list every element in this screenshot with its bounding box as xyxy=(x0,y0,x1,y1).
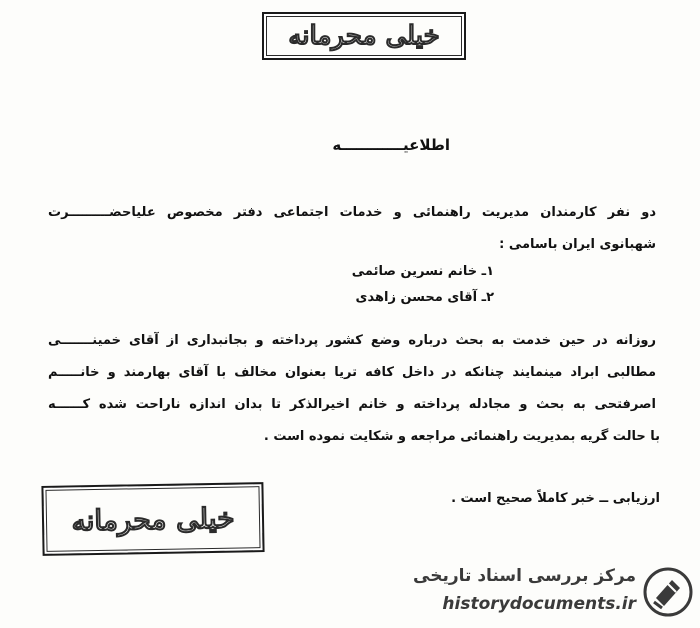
watermark-title: مرکز بررسی اسناد تاریخی xyxy=(413,566,636,586)
body-line-3: ۱ـ خانم نسرین صائمی xyxy=(351,264,494,279)
stamp-top-text: خیلی محرمانه xyxy=(288,21,440,51)
watermark xyxy=(413,560,700,628)
archive-logo-icon xyxy=(642,566,694,618)
body-line-1: دو نفر کارمندان مدیریت راهنمائی و خدمات اجتماعی دفتر مخصوص علیاحضـــــــــرت xyxy=(48,205,656,220)
classification-stamp-bottom xyxy=(41,482,264,556)
classification-stamp-top xyxy=(262,12,466,60)
watermark-url: historydocuments.ir xyxy=(442,594,636,614)
body-line-6: مطالبی ابراد مینمایند چنانکه در داخل کافه تریا بعنوان مخالف با آقای بهارمند و خانـــــم xyxy=(48,365,656,380)
stamp-bottom-text: خیلی محرمانه xyxy=(71,501,235,537)
body-line-5: روزانه در حین خدمت به بحث درباره وضع کشور پرداخته و بجانبداری از آقای خمینـــــــی xyxy=(48,333,656,348)
body-line-7: اصرفتحی به بحث و مجادله پرداخته و خانم اخیرالذکر تا بدان اندازه ناراحت شده کــــــه xyxy=(48,397,656,412)
body-line-4: ۲ـ آقای محسن زاهدی xyxy=(355,290,494,305)
body-line-2: شهبانوی ایران باسامی : xyxy=(499,237,656,252)
body-line-8: با حالت گریه بمدیریت راهنمائی مراجعه و شکایت نموده است . xyxy=(263,429,660,444)
evaluation-line: ارزیابی ــ خبر کاملاً صحیح است . xyxy=(451,491,660,506)
document-title: اطلاعیــــــــــــه xyxy=(332,136,450,154)
